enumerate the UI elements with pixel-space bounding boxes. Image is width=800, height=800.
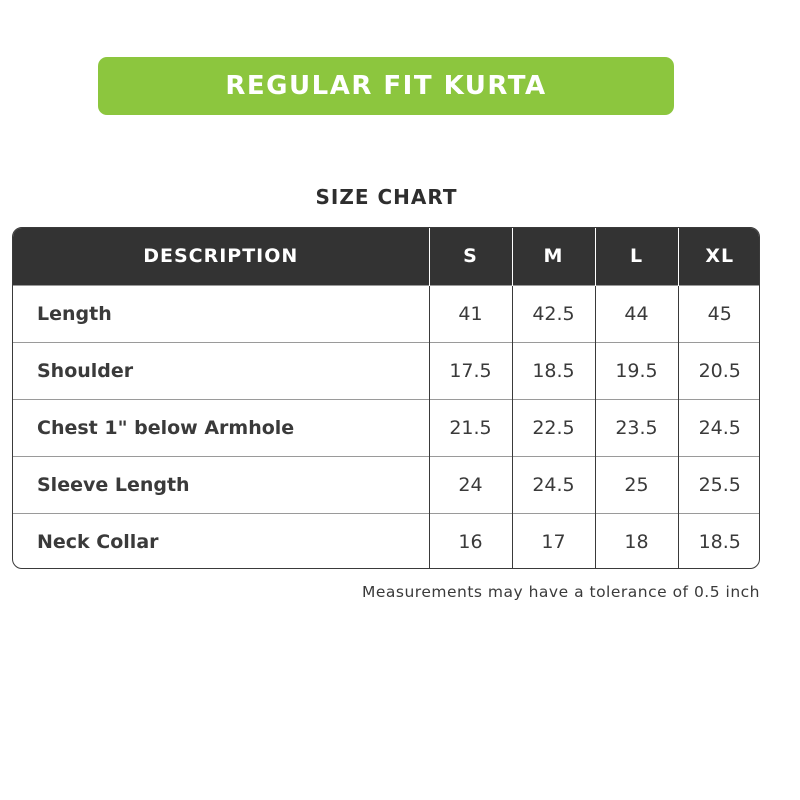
table-cell: 25.5 xyxy=(678,456,760,513)
table-cell: 45 xyxy=(678,285,760,342)
table-cell: 16 xyxy=(429,513,512,569)
table-cell: 44 xyxy=(595,285,678,342)
row-label: Neck Collar xyxy=(13,513,429,569)
table-cell: 24.5 xyxy=(678,399,760,456)
table-cell: 24 xyxy=(429,456,512,513)
table-cell: 23.5 xyxy=(595,399,678,456)
table-cell: 42.5 xyxy=(512,285,595,342)
size-chart-table xyxy=(13,228,760,569)
table-cell: 18.5 xyxy=(678,513,760,569)
column-header-s: S xyxy=(429,228,512,285)
column-header-m: M xyxy=(512,228,595,285)
table-cell: 18.5 xyxy=(512,342,595,399)
table-cell: 18 xyxy=(595,513,678,569)
table-cell: 20.5 xyxy=(678,342,760,399)
column-header-l: L xyxy=(595,228,678,285)
table-cell: 41 xyxy=(429,285,512,342)
size-chart-table-container xyxy=(12,227,760,569)
row-label: Sleeve Length xyxy=(13,456,429,513)
table-row xyxy=(13,513,760,569)
table-cell: 24.5 xyxy=(512,456,595,513)
table-cell: 17.5 xyxy=(429,342,512,399)
column-header-xl: XL xyxy=(678,228,760,285)
table-row xyxy=(13,342,760,399)
table-cell: 17 xyxy=(512,513,595,569)
table-header-row xyxy=(13,228,760,285)
table-cell: 25 xyxy=(595,456,678,513)
table-cell: 22.5 xyxy=(512,399,595,456)
table-row xyxy=(13,456,760,513)
tolerance-note: Measurements may have a tolerance of 0.5 inch xyxy=(362,583,760,601)
column-header-description: DESCRIPTION xyxy=(143,245,299,268)
table-row xyxy=(13,285,760,342)
product-title: REGULAR FIT KURTA xyxy=(225,71,547,101)
row-label: Shoulder xyxy=(13,342,429,399)
row-label: Chest 1" below Armhole xyxy=(13,399,429,456)
product-title-banner xyxy=(98,57,674,115)
row-label: Length xyxy=(13,285,429,342)
size-chart-heading: SIZE CHART xyxy=(315,185,458,209)
table-cell: 19.5 xyxy=(595,342,678,399)
table-cell: 21.5 xyxy=(429,399,512,456)
table-row xyxy=(13,399,760,456)
